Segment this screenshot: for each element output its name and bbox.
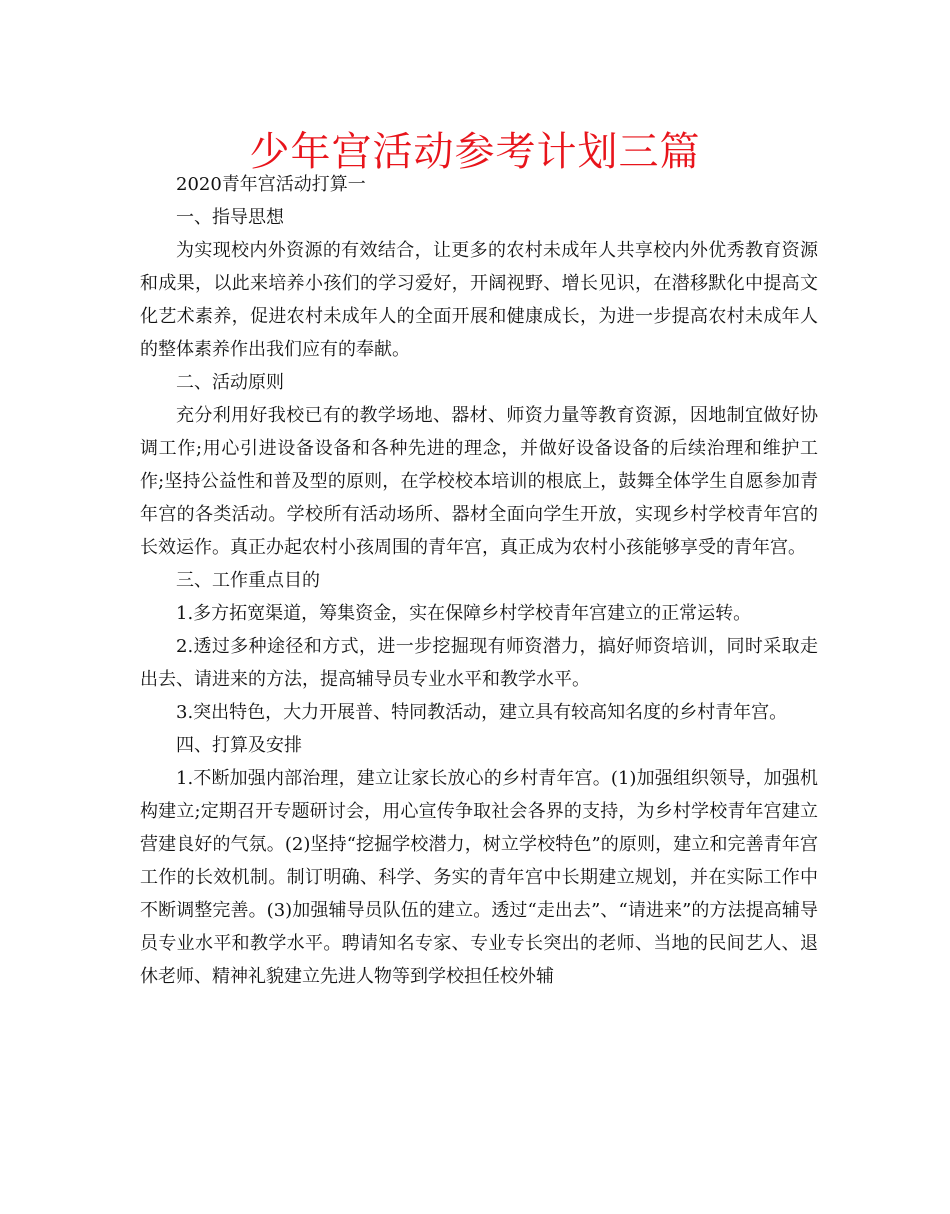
paragraph-goal-1: 1.多方拓宽渠道，筹集资金，实在保障乡村学校青年宫建立的正常运转。 (176, 603, 752, 624)
heading-activity-principles: 二、活动原则 (176, 372, 284, 393)
heading-work-goals: 三、工作重点目的 (176, 570, 320, 591)
paragraph-subtitle: 2020青年宫活动打算一 (176, 174, 366, 195)
heading-guiding-thought: 一、指导思想 (176, 207, 284, 228)
paragraph-guiding-thought: 为实现校内外资源的有效结合，让更多的农村未成年人共享校内外优秀教育资源和成果，以此来培养小孩们的学习爱好，开阔视野、增长见识，在潜移默化中提高文化艺术素养，促进农村未成年人的全面开展和健康成长，为进一步提高农村未成年人的整体素养作出我们应有的奉献。 (140, 240, 818, 360)
paragraph-goal-2: 2.透过多种途径和方式，进一步挖掘现有师资潜力，搞好师资培训，同时采取走出去、请进来的方法，提高辅导员专业水平和教学水平。 (140, 636, 818, 690)
paragraph-goal-3: 3.突出特色，大力开展普、特同教活动，建立具有较高知名度的乡村青年宫。 (176, 702, 788, 723)
document-body (140, 168, 818, 993)
paragraph-plan-1: 1.不断加强内部治理，建立让家长放心的乡村青年宫。(1)加强组织领导，加强机构建立;定期召开专题研讨会，用心宣传争取社会各界的支持，为乡村学校青年宫建立营建良好的气氛。(2)坚持“挖掘学校潜力，树立学校特色”的原则，建立和完善青年宫工作的长效机制。制订明确、科学、务实的青年宫中长期建立规划，并在实际工作中不断调整完善。(3)加强辅导员队伍的建立。透过“走出去”、“请进来”的方法提高辅导员专业水平和教学水平。聘请知名专家、专业专长突出的老师、当地的民间艺人、退休老师、精神礼貌建立先进人物等到学校担任校外辅 (140, 768, 818, 987)
paragraph-activity-principles: 充分利用好我校已有的教学场地、器材、师资力量等教育资源，因地制宜做好协调工作;用心引进设备设备和各种先进的理念，并做好设备设备的后续治理和维护工作;坚持公益性和普及型的原则，在学校校本培训的根底上，鼓舞全体学生自愿参加青年宫的各类活动。学校所有活动场所、器材全面向学生开放，实现乡村学校青年宫的长效运作。真正办起农村小孩周围的青年宫，真正成为农村小孩能够享受的青年宫。 (140, 405, 818, 558)
document-title: 少年宫活动参考计划三篇 (249, 129, 701, 175)
heading-plan-arrangement: 四、打算及安排 (176, 735, 302, 756)
